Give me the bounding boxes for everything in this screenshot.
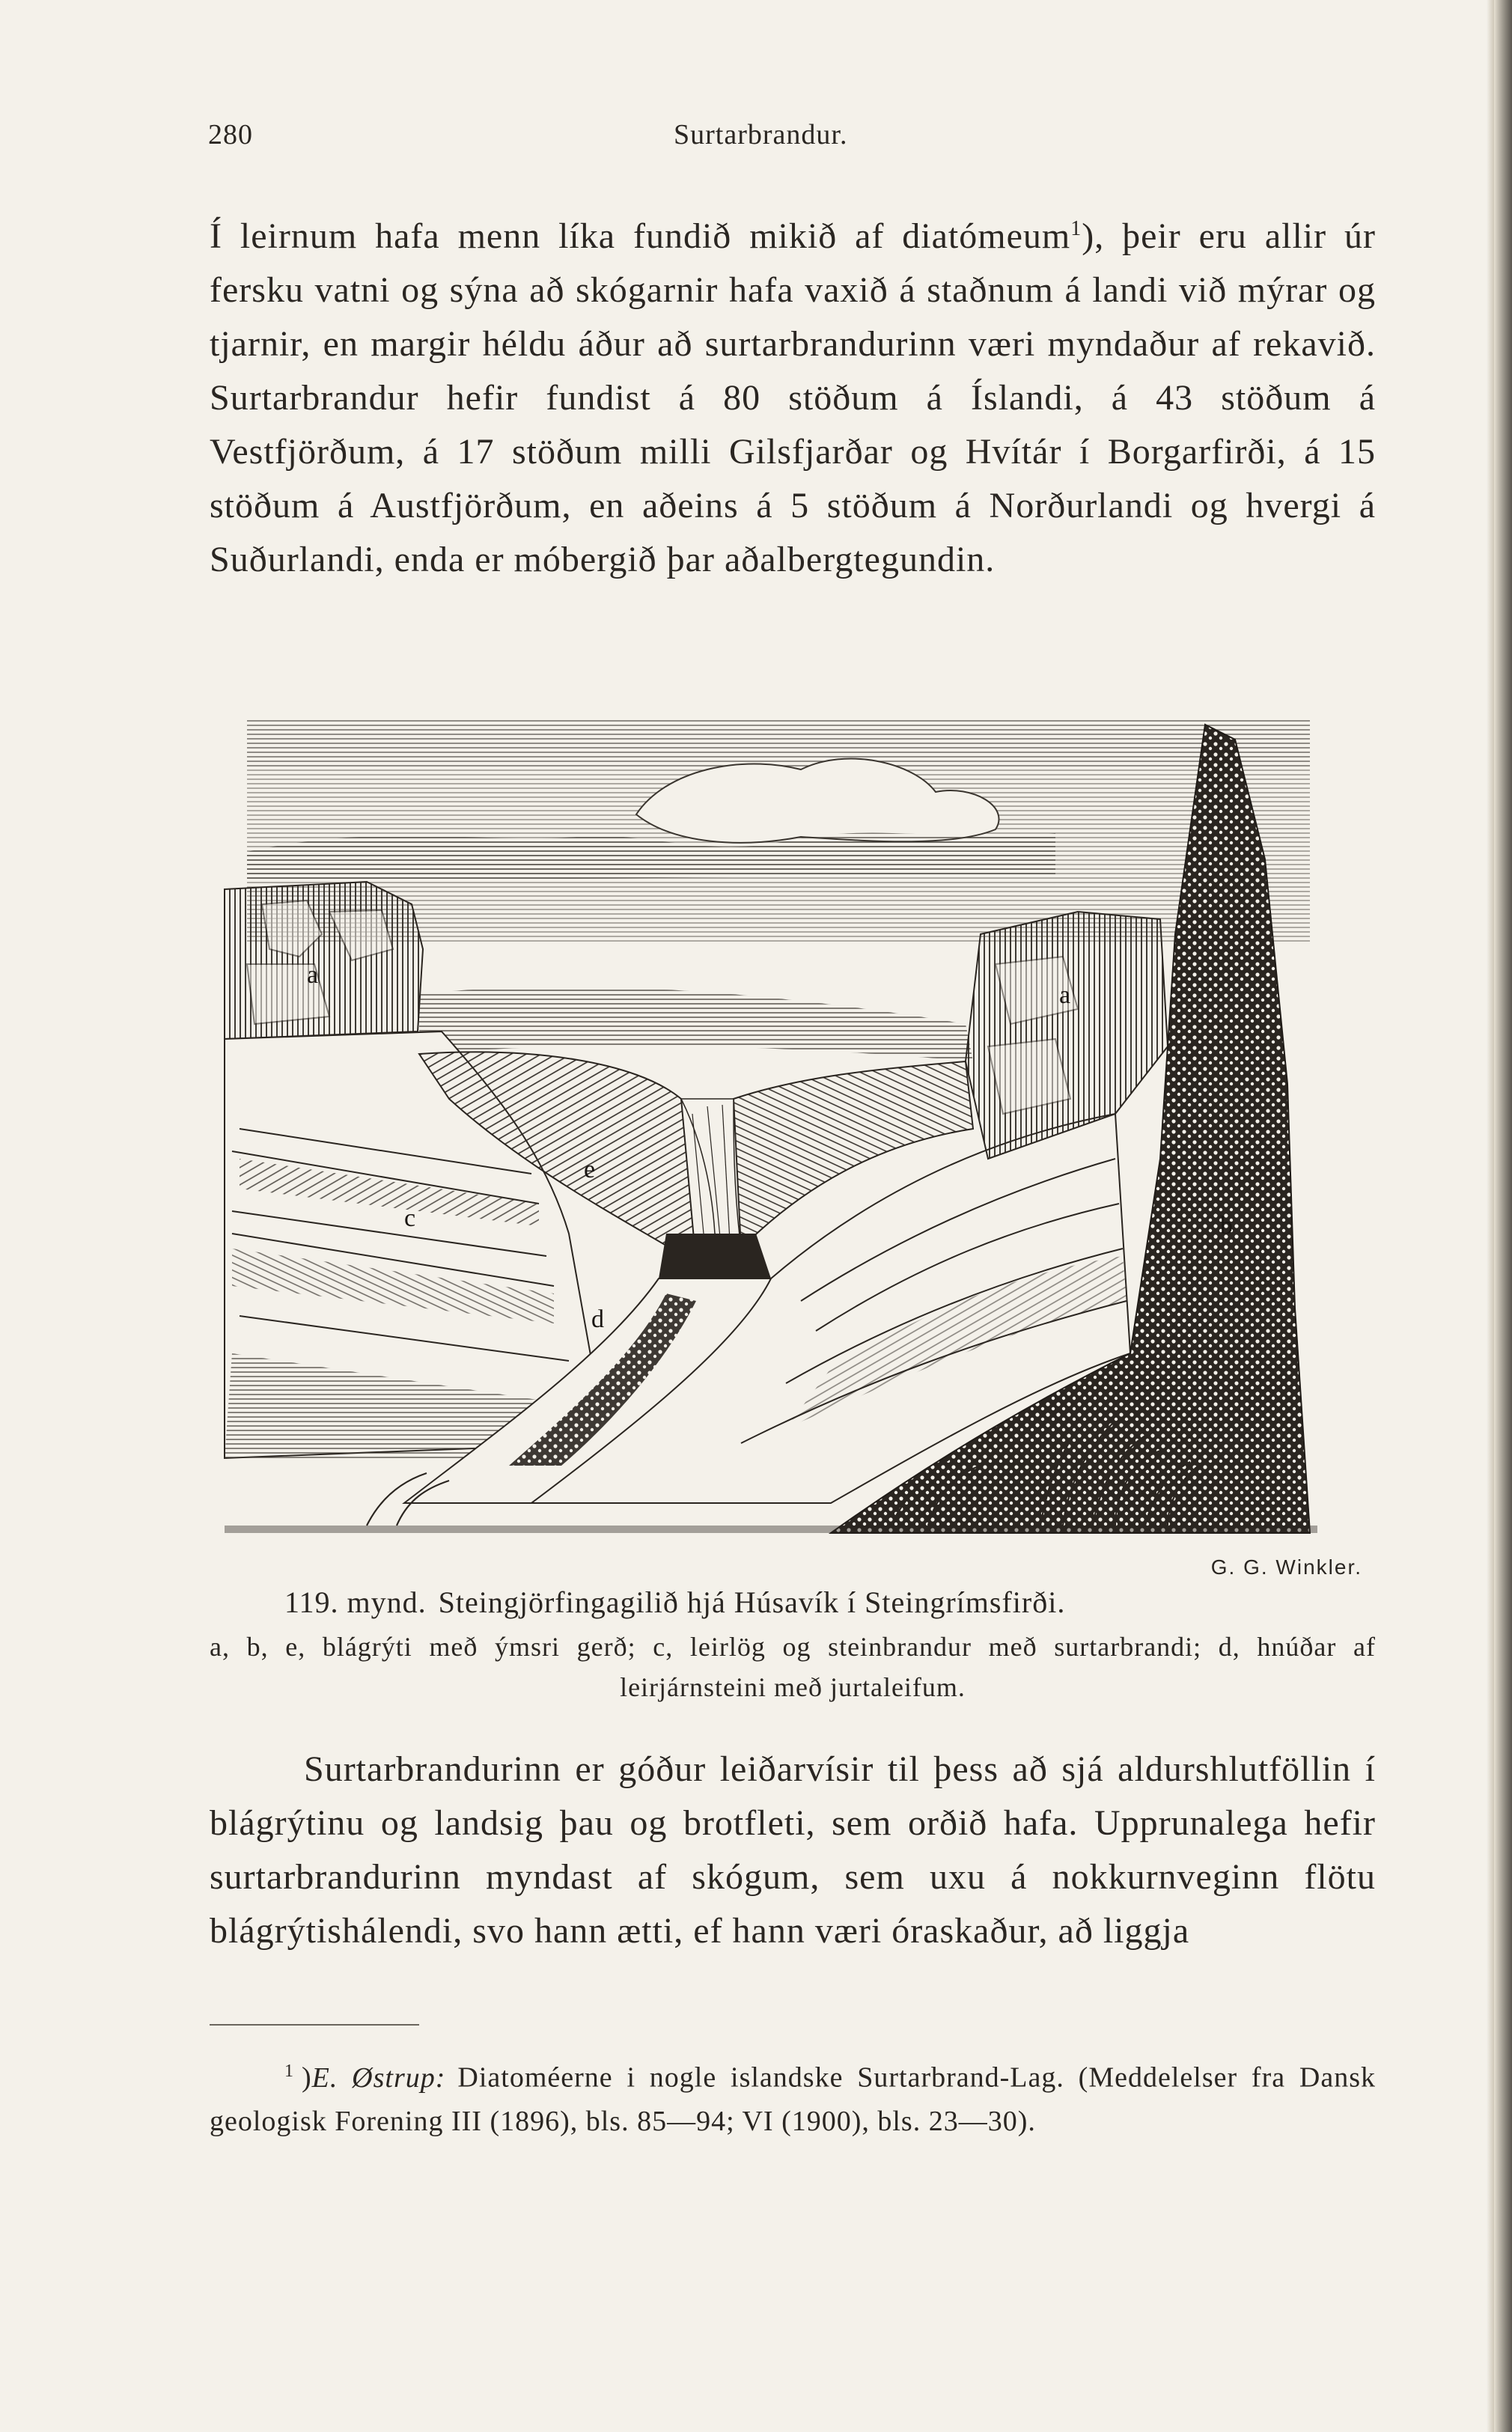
footnote-mark: 1 [284,2061,294,2081]
running-title: Surtarbrandur. [674,119,848,150]
distant-hills [247,833,1055,882]
figure-label-c: c [404,1204,416,1232]
figure-label-a-right: a [1059,981,1071,1009]
paragraph-1 [210,202,1376,587]
right-cliff [966,912,1168,1159]
figure-label-e: e [584,1156,596,1183]
plateau-strata [419,987,973,1061]
page-edge [1494,0,1512,2432]
footnote: $^1$ )E. Østrup: Diatoméerne i nogle islandske Surtarbrand-Lag. (Meddelelser fra Dansk geologisk Forening III (1896), bls. 85—94; VI (1900), bls. 23—30). [210,2061,1376,2137]
page-header [208,118,1376,156]
footnote-author: E. Østrup: [311,2061,446,2094]
footnote-text: Diatoméerne i nogle islandske Surtarbrand-Lag. (Meddelelser fra Dansk geologisk Forening III (1896), bls. 85—94; VI (1900), bls. 23—30). [210,2061,1376,2137]
figure-label-a-left: a [307,961,319,989]
paragraph-1-end: ), þeir eru allir úr fersku vatni og sýna að skógarnir hafa vaxið á staðnum á landi við mýrar og tjarnir, en margir héldu áður að surtarbrandurinn væri myndaður af rekavið. Surtarbrandur hefir fundist á 80 stöðum á Íslandi, á 43 stöðum á Vestfjörðum, á 17 stöðum milli Gilsfjarðar og Hvítár í Borgarfirði, á 15 stöðum á Austfjörðum, en aðeins á 5 stöðum á Norðurlandi og hvergi á Suðurlandi, enda er móbergið þar aðalbergtegundin. [210,216,1376,579]
figure-caption-title [284,1585,1332,1620]
figure-label-b: b [1220,1212,1233,1240]
gorge-engraving [217,710,1362,1548]
figure-number: 119. mynd. [284,1585,427,1619]
paragraph-1-start: Í leirnum hafa menn líka fundið mikið af diatómeum [210,216,1071,256]
figure-title: Steingjörfingagilið hjá Húsavík í Steingrímsfirði. [438,1585,1066,1619]
page-number: 280 [208,119,253,150]
paragraph-2: Surtarbrandurinn er góður leiðarvísir til þess að sjá aldurshlutföllin í blágrýtinu og landsig þau og brotfleti, sem orðið hafa. Upprunalega hefir surtarbrandurinn myndast af skógum, sem uxu á nokkurnveginn flötu blágrýtishálendi, svo hann ætti, ef hann væri óraskaður, að liggja [210,1749,1376,1951]
page-edge-shadow [1487,0,1494,2432]
footnote-reference: 1 [1070,217,1082,240]
figure-label-d: d [591,1305,604,1333]
footnote-divider [210,2024,419,2026]
figure-caption-legend: a, b, e, blágrýti með ýmsri gerð; c, leirlög og steinbrandur með surtarbrandi; d, hnúðar af leirjárnsteini með jurtaleifum. [210,1632,1376,1702]
figure-credit: G. G. Winkler. [1210,1555,1362,1579]
